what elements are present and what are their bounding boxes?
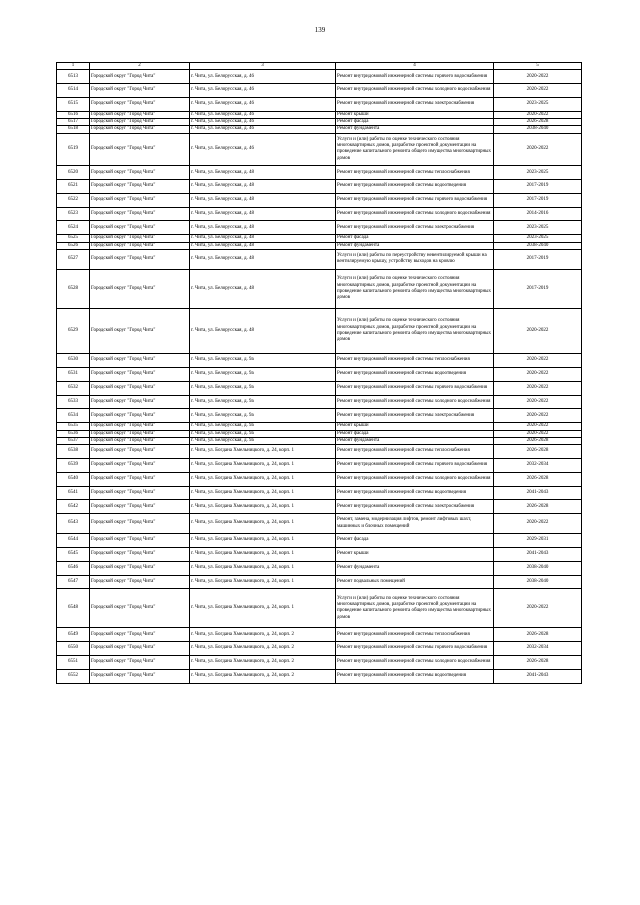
work-type-cell: Ремонт внутридомовой инженерной системы холодного водоснабжения bbox=[336, 395, 494, 409]
district-cell: Городской округ "Город Чита" bbox=[90, 111, 190, 118]
district-cell: Городской округ "Город Чита" bbox=[90, 368, 190, 382]
address-cell: г. Чита, ул. Белорусская, д. 46 bbox=[190, 111, 336, 118]
work-type-cell: Ремонт внутридомовой инженерной системы холодного водоснабжения bbox=[336, 207, 494, 221]
row-number-cell: 6527 bbox=[57, 249, 90, 269]
address-cell: г. Чита, ул. Белорусская, д. 46 bbox=[190, 126, 336, 133]
period-cell: 2032-2034 bbox=[494, 458, 582, 472]
table-row bbox=[57, 70, 582, 84]
work-type-cell: Ремонт внутридомовой инженерной системы горячего водоснабжения bbox=[336, 458, 494, 472]
period-cell: 2020-2022 bbox=[494, 395, 582, 409]
work-type-cell: Ремонт внутридомовой инженерной системы теплоснабжения bbox=[336, 628, 494, 642]
district-cell: Городской округ "Город Чита" bbox=[90, 97, 190, 111]
district-cell: Городской округ "Город Чита" bbox=[90, 575, 190, 589]
row-number-cell: 6530 bbox=[57, 354, 90, 368]
period-cell: 2026-2028 bbox=[494, 500, 582, 514]
period-cell: 2020-2022 bbox=[494, 409, 582, 423]
district-cell: Городской округ "Город Чита" bbox=[90, 458, 190, 472]
work-type-cell: Ремонт фундамента bbox=[336, 126, 494, 133]
period-cell: 2029-2031 bbox=[494, 534, 582, 548]
row-number-cell: 6548 bbox=[57, 589, 90, 628]
row-number-cell: 6536 bbox=[57, 430, 90, 437]
row-number-cell: 6546 bbox=[57, 561, 90, 575]
work-type-cell: Ремонт внутридомовой инженерной системы холодного водоснабжения bbox=[336, 84, 494, 98]
period-cell: 2026-2028 bbox=[494, 445, 582, 459]
table-row bbox=[57, 409, 582, 423]
period-cell: 2020-2022 bbox=[494, 423, 582, 430]
district-cell: Городской округ "Город Чита" bbox=[90, 193, 190, 207]
header-cell: 4 bbox=[336, 63, 494, 70]
address-cell: г. Чита, ул. Белорусская, д. 9а bbox=[190, 368, 336, 382]
address-cell: г. Чита, ул. Богдана Хмельницкого, д. 24, корп. 2 bbox=[190, 642, 336, 656]
work-type-cell: Ремонт внутридомовой инженерной системы горячего водоснабжения bbox=[336, 70, 494, 84]
table-row bbox=[57, 166, 582, 180]
period-cell: 2023-2025 bbox=[494, 221, 582, 235]
period-cell: 2020-2022 bbox=[494, 514, 582, 534]
work-type-cell: Услуги и (или) работы по оценке технического состояния многоквартирных домов, разработке проектной документации на проведение капитального ремонта общего имущества многоквартирных домов bbox=[336, 308, 494, 353]
address-cell: г. Чита, ул. Богдана Хмельницкого, д. 24, корп. 1 bbox=[190, 547, 336, 561]
work-type-cell: Ремонт внутридомовой инженерной системы водоотведения bbox=[336, 180, 494, 194]
district-cell: Городской округ "Город Чита" bbox=[90, 84, 190, 98]
table-row bbox=[57, 235, 582, 242]
work-type-cell: Ремонт внутридомовой инженерной системы теплоснабжения bbox=[336, 445, 494, 459]
row-number-cell: 6545 bbox=[57, 547, 90, 561]
address-cell: г. Чита, ул. Богдана Хмельницкого, д. 24, корп. 2 bbox=[190, 669, 336, 683]
address-cell: г. Чита, ул. Богдана Хмельницкого, д. 24, корп. 1 bbox=[190, 486, 336, 500]
table-row bbox=[57, 500, 582, 514]
district-cell: Городской округ "Город Чита" bbox=[90, 126, 190, 133]
district-cell: Городской округ "Город Чита" bbox=[90, 514, 190, 534]
period-cell: 2032-2034 bbox=[494, 642, 582, 656]
district-cell: Городской округ "Город Чита" bbox=[90, 249, 190, 269]
district-cell: Городской округ "Город Чита" bbox=[90, 166, 190, 180]
row-number-cell: 6515 bbox=[57, 97, 90, 111]
period-cell: 2038-2040 bbox=[494, 575, 582, 589]
table-row bbox=[57, 575, 582, 589]
table-row bbox=[57, 458, 582, 472]
district-cell: Городской округ "Город Чита" bbox=[90, 534, 190, 548]
period-cell: 2017-2019 bbox=[494, 249, 582, 269]
address-cell: г. Чита, ул. Белорусская, д. 9а bbox=[190, 430, 336, 437]
address-cell: г. Чита, ул. Богдана Хмельницкого, д. 24, корп. 2 bbox=[190, 655, 336, 669]
row-number-cell: 6521 bbox=[57, 180, 90, 194]
address-cell: г. Чита, ул. Белорусская, д. 48 bbox=[190, 166, 336, 180]
row-number-cell: 6535 bbox=[57, 423, 90, 430]
work-type-cell: Услуги и (или) работы по оценке технического состояния многоквартирных домов, разработке проектной документации на проведение капитального ремонта общего имущества многоквартирных домов bbox=[336, 269, 494, 308]
table-row bbox=[57, 221, 582, 235]
address-cell: г. Чита, ул. Богдана Хмельницкого, д. 24, корп. 1 bbox=[190, 472, 336, 486]
work-type-cell: Ремонт внутридомовой инженерной системы горячего водоснабжения bbox=[336, 642, 494, 656]
row-number-cell: 6544 bbox=[57, 534, 90, 548]
row-number-cell: 6514 bbox=[57, 84, 90, 98]
period-cell: 2038-2040 bbox=[494, 242, 582, 249]
table-row bbox=[57, 84, 582, 98]
district-cell: Городской округ "Город Чита" bbox=[90, 423, 190, 430]
address-cell: г. Чита, ул. Белорусская, д. 9а bbox=[190, 423, 336, 430]
row-number-cell: 6522 bbox=[57, 193, 90, 207]
address-cell: г. Чита, ул. Богдана Хмельницкого, д. 24, корп. 1 bbox=[190, 514, 336, 534]
row-number-cell: 6529 bbox=[57, 308, 90, 353]
period-cell: 2017-2019 bbox=[494, 269, 582, 308]
header-row bbox=[57, 63, 582, 70]
row-number-cell: 6552 bbox=[57, 669, 90, 683]
district-cell: Городской округ "Город Чита" bbox=[90, 235, 190, 242]
district-cell: Городской округ "Город Чита" bbox=[90, 642, 190, 656]
work-type-cell: Ремонт фундамента bbox=[336, 561, 494, 575]
district-cell: Городской округ "Город Чита" bbox=[90, 669, 190, 683]
row-number-cell: 6531 bbox=[57, 368, 90, 382]
period-cell: 2038-2040 bbox=[494, 126, 582, 133]
period-cell: 2026-2028 bbox=[494, 118, 582, 125]
row-number-cell: 6524 bbox=[57, 221, 90, 235]
district-cell: Городской округ "Город Чита" bbox=[90, 70, 190, 84]
row-number-cell: 6518 bbox=[57, 126, 90, 133]
row-number-cell: 6547 bbox=[57, 575, 90, 589]
table-row bbox=[57, 547, 582, 561]
table-row bbox=[57, 97, 582, 111]
table-row bbox=[57, 126, 582, 133]
address-cell: г. Чита, ул. Богдана Хмельницкого, д. 24, корп. 1 bbox=[190, 589, 336, 628]
work-type-cell: Ремонт подвальных помещений bbox=[336, 575, 494, 589]
table-row bbox=[57, 118, 582, 125]
table-row bbox=[57, 445, 582, 459]
table-row bbox=[57, 486, 582, 500]
table-row bbox=[57, 249, 582, 269]
district-cell: Городской округ "Город Чита" bbox=[90, 207, 190, 221]
table-row bbox=[57, 180, 582, 194]
period-cell: 2023-2025 bbox=[494, 235, 582, 242]
work-type-cell: Ремонт крыши bbox=[336, 547, 494, 561]
table-row bbox=[57, 642, 582, 656]
table-row bbox=[57, 193, 582, 207]
work-type-cell: Ремонт фундамента bbox=[336, 242, 494, 249]
row-number-cell: 6549 bbox=[57, 628, 90, 642]
address-cell: г. Чита, ул. Богдана Хмельницкого, д. 24, корп. 1 bbox=[190, 500, 336, 514]
address-cell: г. Чита, ул. Белорусская, д. 48 bbox=[190, 269, 336, 308]
row-number-cell: 6542 bbox=[57, 500, 90, 514]
period-cell: 2026-2028 bbox=[494, 472, 582, 486]
address-cell: г. Чита, ул. Белорусская, д. 48 bbox=[190, 207, 336, 221]
address-cell: г. Чита, ул. Белорусская, д. 48 bbox=[190, 235, 336, 242]
work-type-cell: Ремонт крыши bbox=[336, 111, 494, 118]
address-cell: г. Чита, ул. Белорусская, д. 48 bbox=[190, 308, 336, 353]
address-cell: г. Чита, ул. Богдана Хмельницкого, д. 24, корп. 1 bbox=[190, 445, 336, 459]
district-cell: Городской округ "Город Чита" bbox=[90, 486, 190, 500]
work-type-cell: Ремонт крыши bbox=[336, 423, 494, 430]
district-cell: Городской округ "Город Чита" bbox=[90, 445, 190, 459]
address-cell: г. Чита, ул. Белорусская, д. 9а bbox=[190, 395, 336, 409]
work-type-cell: Ремонт фасада bbox=[336, 118, 494, 125]
address-cell: г. Чита, ул. Белорусская, д. 48 bbox=[190, 242, 336, 249]
district-cell: Городской округ "Город Чита" bbox=[90, 655, 190, 669]
row-number-cell: 6520 bbox=[57, 166, 90, 180]
address-cell: г. Чита, ул. Белорусская, д. 9а bbox=[190, 381, 336, 395]
table-row bbox=[57, 354, 582, 368]
table-row bbox=[57, 514, 582, 534]
district-cell: Городской округ "Город Чита" bbox=[90, 500, 190, 514]
district-cell: Городской округ "Город Чита" bbox=[90, 430, 190, 437]
row-number-cell: 6532 bbox=[57, 381, 90, 395]
period-cell: 2020-2022 bbox=[494, 84, 582, 98]
period-cell: 2041-2043 bbox=[494, 669, 582, 683]
row-number-cell: 6517 bbox=[57, 118, 90, 125]
page-number: 139 bbox=[314, 26, 326, 34]
row-number-cell: 6528 bbox=[57, 269, 90, 308]
district-cell: Городской округ "Город Чита" bbox=[90, 133, 190, 166]
address-cell: г. Чита, ул. Белорусская, д. 46 bbox=[190, 84, 336, 98]
table-row bbox=[57, 269, 582, 308]
work-type-cell: Ремонт фасада bbox=[336, 430, 494, 437]
district-cell: Городской округ "Город Чита" bbox=[90, 180, 190, 194]
row-number-cell: 6526 bbox=[57, 242, 90, 249]
table-row bbox=[57, 534, 582, 548]
period-cell: 2020-2022 bbox=[494, 430, 582, 437]
period-cell: 2023-2025 bbox=[494, 97, 582, 111]
address-cell: г. Чита, ул. Белорусская, д. 46 bbox=[190, 97, 336, 111]
header-cell: 5 bbox=[494, 63, 582, 70]
table-row bbox=[57, 669, 582, 683]
work-type-cell: Ремонт внутридомовой инженерной системы электроснабжения bbox=[336, 97, 494, 111]
row-number-cell: 6543 bbox=[57, 514, 90, 534]
period-cell: 2041-2043 bbox=[494, 547, 582, 561]
table-row bbox=[57, 430, 582, 437]
table-row bbox=[57, 242, 582, 249]
table-row bbox=[57, 111, 582, 118]
period-cell: 2023-2025 bbox=[494, 166, 582, 180]
work-type-cell: Ремонт внутридомовой инженерной системы горячего водоснабжения bbox=[336, 193, 494, 207]
period-cell: 2017-2019 bbox=[494, 180, 582, 194]
district-cell: Городской округ "Город Чита" bbox=[90, 395, 190, 409]
period-cell: 2020-2022 bbox=[494, 133, 582, 166]
address-cell: г. Чита, ул. Богдана Хмельницкого, д. 24, корп. 1 bbox=[190, 458, 336, 472]
work-type-cell: Ремонт фундамента bbox=[336, 437, 494, 444]
address-cell: г. Чита, ул. Белорусская, д. 48 bbox=[190, 221, 336, 235]
period-cell: 2017-2019 bbox=[494, 193, 582, 207]
address-cell: г. Чита, ул. Белорусская, д. 48 bbox=[190, 193, 336, 207]
work-type-cell: Услуги и (или) работы по оценке технического состояния многоквартирных домов, разработке проектной документации на проведение капитального ремонта общего имущества многоквартирных домов bbox=[336, 133, 494, 166]
row-number-cell: 6516 bbox=[57, 111, 90, 118]
period-cell: 2020-2022 bbox=[494, 381, 582, 395]
row-number-cell: 6550 bbox=[57, 642, 90, 656]
header-cell: 2 bbox=[90, 63, 190, 70]
district-cell: Городской округ "Город Чита" bbox=[90, 118, 190, 125]
address-cell: г. Чита, ул. Белорусская, д. 46 bbox=[190, 70, 336, 84]
table-row bbox=[57, 589, 582, 628]
district-cell: Городской округ "Город Чита" bbox=[90, 437, 190, 444]
period-cell: 2020-2022 bbox=[494, 111, 582, 118]
work-type-cell: Ремонт внутридомовой инженерной системы холодного водоснабжения bbox=[336, 472, 494, 486]
table-row bbox=[57, 561, 582, 575]
row-number-cell: 6539 bbox=[57, 458, 90, 472]
row-number-cell: 6533 bbox=[57, 395, 90, 409]
work-type-cell: Ремонт фасада bbox=[336, 235, 494, 242]
table-row bbox=[57, 207, 582, 221]
period-cell: 2026-2028 bbox=[494, 655, 582, 669]
header-cell: 1 bbox=[57, 63, 90, 70]
district-cell: Городской округ "Город Чита" bbox=[90, 269, 190, 308]
address-cell: г. Чита, ул. Белорусская, д. 9а bbox=[190, 409, 336, 423]
table-row bbox=[57, 437, 582, 444]
period-cell: 2020-2022 bbox=[494, 70, 582, 84]
work-type-cell: Ремонт фасада bbox=[336, 534, 494, 548]
address-cell: г. Чита, ул. Богдана Хмельницкого, д. 24, корп. 1 bbox=[190, 575, 336, 589]
table-row bbox=[57, 133, 582, 166]
address-cell: г. Чита, ул. Белорусская, д. 9а bbox=[190, 354, 336, 368]
work-type-cell: Ремонт внутридомовой инженерной системы теплоснабжения bbox=[336, 354, 494, 368]
row-number-cell: 6534 bbox=[57, 409, 90, 423]
district-cell: Городской округ "Город Чита" bbox=[90, 409, 190, 423]
address-cell: г. Чита, ул. Богдана Хмельницкого, д. 24, корп. 2 bbox=[190, 628, 336, 642]
period-cell: 2026-2028 bbox=[494, 628, 582, 642]
period-cell: 2026-2028 bbox=[494, 437, 582, 444]
header-cell: 3 bbox=[190, 63, 336, 70]
work-type-cell: Ремонт внутридомовой инженерной системы горячего водоснабжения bbox=[336, 381, 494, 395]
row-number-cell: 6523 bbox=[57, 207, 90, 221]
work-type-cell: Услуги и (или) работы по переустройству невентилируемой крыши на вентилируемую крышу, устройству выходов на кровлю bbox=[336, 249, 494, 269]
work-type-cell: Ремонт внутридомовой инженерной системы холодного водоснабжения bbox=[336, 655, 494, 669]
period-cell: 2014-2016 bbox=[494, 207, 582, 221]
period-cell: 2020-2022 bbox=[494, 589, 582, 628]
period-cell: 2020-2022 bbox=[494, 308, 582, 353]
address-cell: г. Чита, ул. Белорусская, д. 9а bbox=[190, 437, 336, 444]
district-cell: Городской округ "Город Чита" bbox=[90, 589, 190, 628]
table-row bbox=[57, 423, 582, 430]
table-row bbox=[57, 368, 582, 382]
row-number-cell: 6513 bbox=[57, 70, 90, 84]
period-cell: 2038-2040 bbox=[494, 561, 582, 575]
period-cell: 2041-2043 bbox=[494, 486, 582, 500]
work-type-cell: Ремонт внутридомовой инженерной системы электроснабжения bbox=[336, 500, 494, 514]
work-type-cell: Ремонт внутридомовой инженерной системы электроснабжения bbox=[336, 409, 494, 423]
address-cell: г. Чита, ул. Белорусская, д. 48 bbox=[190, 180, 336, 194]
table-row bbox=[57, 628, 582, 642]
district-cell: Городской округ "Город Чита" bbox=[90, 561, 190, 575]
table-row bbox=[57, 395, 582, 409]
table-row bbox=[57, 381, 582, 395]
row-number-cell: 6551 bbox=[57, 655, 90, 669]
district-cell: Городской округ "Город Чита" bbox=[90, 221, 190, 235]
period-cell: 2020-2022 bbox=[494, 368, 582, 382]
capital-repair-table bbox=[56, 62, 582, 684]
row-number-cell: 6538 bbox=[57, 445, 90, 459]
row-number-cell: 6519 bbox=[57, 133, 90, 166]
district-cell: Городской округ "Город Чита" bbox=[90, 628, 190, 642]
table-row bbox=[57, 472, 582, 486]
table-row bbox=[57, 308, 582, 353]
address-cell: г. Чита, ул. Белорусская, д. 48 bbox=[190, 249, 336, 269]
row-number-cell: 6537 bbox=[57, 437, 90, 444]
address-cell: г. Чита, ул. Богдана Хмельницкого, д. 24, корп. 1 bbox=[190, 534, 336, 548]
address-cell: г. Чита, ул. Богдана Хмельницкого, д. 24, корп. 1 bbox=[190, 561, 336, 575]
district-cell: Городской округ "Город Чита" bbox=[90, 242, 190, 249]
row-number-cell: 6525 bbox=[57, 235, 90, 242]
address-cell: г. Чита, ул. Белорусская, д. 46 bbox=[190, 133, 336, 166]
district-cell: Городской округ "Город Чита" bbox=[90, 381, 190, 395]
work-type-cell: Ремонт внутридомовой инженерной системы водоотведения bbox=[336, 669, 494, 683]
district-cell: Городской округ "Город Чита" bbox=[90, 308, 190, 353]
district-cell: Городской округ "Город Чита" bbox=[90, 472, 190, 486]
work-type-cell: Ремонт внутридомовой инженерной системы водоотведения bbox=[336, 368, 494, 382]
work-type-cell: Ремонт внутридомовой инженерной системы водоотведения bbox=[336, 486, 494, 500]
work-type-cell: Ремонт внутридомовой инженерной системы электроснабжения bbox=[336, 221, 494, 235]
row-number-cell: 6540 bbox=[57, 472, 90, 486]
district-cell: Городской округ "Город Чита" bbox=[90, 547, 190, 561]
work-type-cell: Услуги и (или) работы по оценке технического состояния многоквартирных домов, разработке проектной документации на проведение капитального ремонта общего имущества многоквартирных домов bbox=[336, 589, 494, 628]
work-type-cell: Ремонт внутридомовой инженерной системы теплоснабжения bbox=[336, 166, 494, 180]
work-type-cell: Ремонт, замена, модернизация лифтов, ремонт лифтовых шахт, машинных и блочных помещений bbox=[336, 514, 494, 534]
district-cell: Городской округ "Город Чита" bbox=[90, 354, 190, 368]
row-number-cell: 6541 bbox=[57, 486, 90, 500]
period-cell: 2020-2022 bbox=[494, 354, 582, 368]
address-cell: г. Чита, ул. Белорусская, д. 46 bbox=[190, 118, 336, 125]
table-row bbox=[57, 655, 582, 669]
